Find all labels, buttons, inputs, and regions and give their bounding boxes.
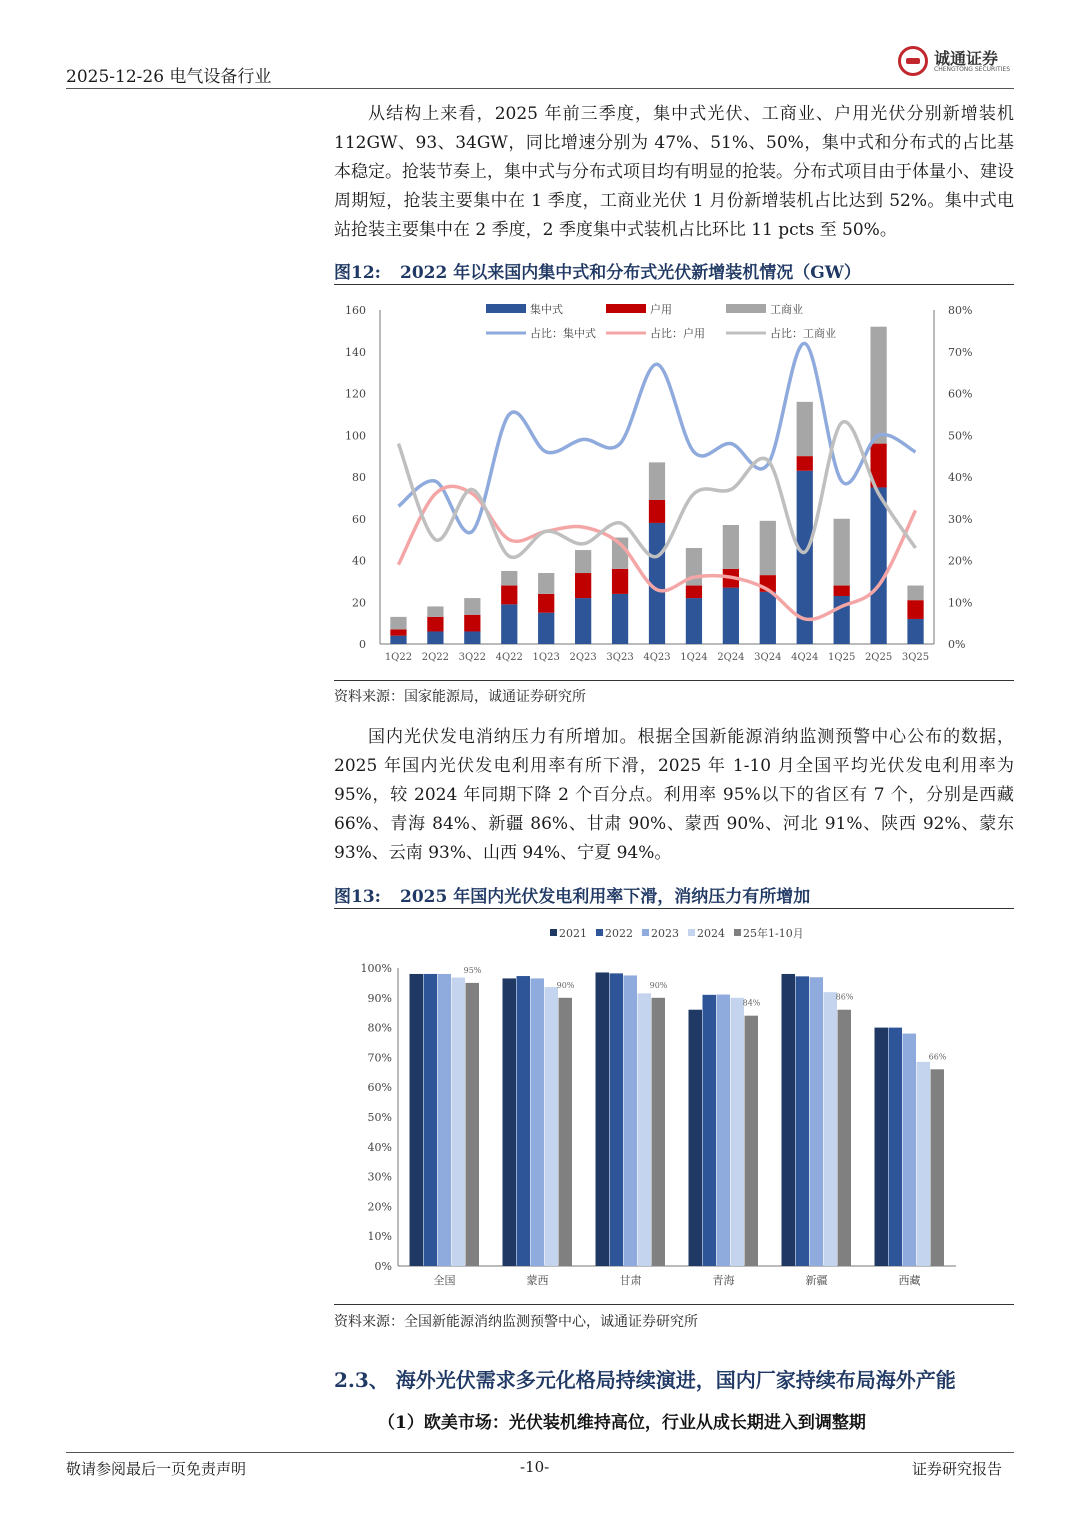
bar-2021: [689, 1010, 703, 1266]
y2-tick-label: 40%: [948, 471, 973, 484]
bar-户用: [575, 573, 591, 598]
logo-name: 诚通证券: [934, 49, 999, 68]
bar-集中式: [575, 598, 591, 644]
bar-工商业: [649, 462, 665, 500]
figure-13-source: 资料来源：全国新能源消纳监测预警中心，诚通证券研究所: [334, 1314, 698, 1330]
bar-2023: [903, 1034, 917, 1266]
bar-2021: [782, 974, 796, 1266]
bar-2024: [638, 993, 652, 1266]
bar-2022: [796, 976, 810, 1266]
logo-mark-icon: [898, 46, 928, 76]
y-tick-label: 100%: [360, 962, 392, 975]
legend-swatch: [734, 929, 741, 936]
bar-25年1-10月: [652, 998, 666, 1266]
y-tick-label: 0: [359, 638, 366, 651]
x-tick-label: 3Q24: [754, 652, 782, 663]
data-label: 95%: [463, 965, 482, 975]
bar-工商业: [501, 571, 517, 586]
data-label: 66%: [928, 1052, 947, 1062]
bar-工商业: [907, 586, 923, 601]
bar-集中式: [686, 598, 702, 644]
y-tick-label: 30%: [367, 1170, 392, 1184]
bar-2024: [917, 1062, 931, 1266]
bar-户用: [464, 615, 480, 632]
bar-2021: [596, 972, 610, 1266]
legend-label: 占比：工商业: [770, 327, 836, 340]
bar-户用: [834, 586, 850, 596]
utilization-chart: [334, 916, 1014, 1296]
x-tick-label: 2Q25: [864, 652, 893, 663]
x-tick-label: 新疆: [805, 1274, 828, 1287]
x-tick-label: 1Q24: [680, 652, 708, 663]
x-tick-label: 1Q23: [532, 652, 560, 663]
bar-集中式: [538, 613, 554, 644]
figure-13-title: [334, 882, 1014, 907]
legend-swatch: [486, 304, 526, 313]
bar-25年1-10月: [466, 983, 480, 1266]
installation-chart: [334, 290, 1014, 666]
figure-13-bottom-rule: [334, 1304, 1014, 1305]
x-tick-label: 1Q25: [828, 652, 856, 663]
y2-tick-label: 50%: [948, 429, 973, 443]
bar-户用: [612, 569, 628, 594]
bar-集中式: [612, 594, 628, 644]
x-tick-label: 3Q22: [458, 652, 486, 663]
legend-swatch: [606, 304, 646, 313]
legend-label: 工商业: [770, 303, 803, 316]
bar-25年1-10月: [931, 1069, 945, 1266]
x-tick-label: 2Q23: [569, 652, 597, 663]
x-tick-label: 3Q23: [606, 652, 634, 663]
x-tick-label: 甘肃: [619, 1274, 642, 1287]
legend-label: 2021: [559, 927, 587, 940]
figure-12-top-rule: [334, 284, 1014, 285]
x-tick-label: 3Q25: [901, 652, 930, 663]
x-tick-label: 4Q22: [495, 652, 523, 663]
figure-caption: 2022 年以来国内集中式和分布式光伏新增装机情况（GW）: [400, 263, 861, 283]
bar-工商业: [723, 525, 739, 569]
bar-2022: [889, 1028, 903, 1266]
bar-集中式: [390, 636, 406, 644]
bar-2021: [410, 974, 424, 1266]
bar-集中式: [723, 588, 739, 644]
y-tick-label: 60: [352, 512, 366, 526]
legend-swatch: [596, 929, 603, 936]
x-tick-label: 2Q22: [421, 652, 450, 663]
x-tick-label: 全国: [433, 1274, 456, 1287]
bar-工商业: [797, 402, 813, 456]
data-label: 84%: [742, 998, 761, 1008]
bar-2024: [824, 992, 838, 1266]
bar-户用: [538, 594, 554, 613]
bar-户用: [501, 586, 517, 605]
bar-集中式: [870, 487, 886, 644]
data-label: 86%: [835, 992, 854, 1002]
figure-13-top-rule: [334, 908, 1014, 909]
y-tick-label: 10%: [367, 1230, 392, 1244]
y-tick-label: 0%: [374, 1260, 392, 1273]
bar-2024: [545, 987, 559, 1266]
legend-label: 占比：户用: [650, 327, 705, 340]
footer-report-type: 证券研究报告: [912, 1460, 1003, 1478]
bar-25年1-10月: [838, 1010, 852, 1266]
bar-户用: [649, 500, 665, 523]
legend-swatch: [550, 929, 557, 936]
y-tick-label: 100: [345, 429, 366, 443]
bar-集中式: [427, 631, 443, 644]
figure-12-source: 资料来源：国家能源局，诚通证券研究所: [334, 689, 586, 705]
header-divider: [66, 88, 1014, 89]
y-tick-label: 40: [352, 554, 366, 568]
x-tick-label: 西藏: [898, 1274, 921, 1287]
bar-25年1-10月: [559, 998, 573, 1266]
bar-2022: [424, 974, 438, 1266]
figure-12-bottom-rule: [334, 680, 1014, 681]
x-tick-label: 蒙西: [526, 1274, 549, 1287]
legend-swatch: [726, 304, 766, 313]
bar-工商业: [575, 550, 591, 573]
y2-tick-label: 20%: [948, 554, 973, 568]
y-tick-label: 120: [345, 387, 366, 401]
bar-2023: [531, 978, 545, 1266]
bar-工商业: [427, 606, 443, 616]
bar-户用: [907, 600, 923, 619]
legend-label: 集中式: [530, 303, 563, 316]
footer-disclaimer: 敬请参阅最后一页免责声明: [66, 1460, 247, 1478]
x-tick-label: 2Q24: [717, 652, 745, 663]
y-tick-label: 20%: [367, 1200, 392, 1214]
bar-集中式: [760, 592, 776, 644]
y2-tick-label: 0%: [948, 638, 966, 651]
x-tick-label: 青海: [712, 1274, 735, 1287]
y-tick-label: 140: [345, 345, 366, 359]
bar-工商业: [760, 521, 776, 575]
bar-户用: [686, 586, 702, 599]
legend-label: 25年1-10月: [743, 927, 804, 940]
bar-2023: [624, 975, 638, 1266]
y-tick-label: 50%: [367, 1111, 392, 1124]
y-tick-label: 20: [352, 596, 366, 610]
bar-2024: [452, 978, 466, 1266]
section-title: 2.3、 海外光伏需求多元化格局持续演进，国内厂家持续布局海外产能: [334, 1368, 956, 1392]
bar-户用: [390, 629, 406, 635]
data-label: 90%: [649, 980, 668, 990]
bar-2022: [517, 976, 531, 1266]
x-tick-label: 1Q22: [384, 652, 413, 663]
x-tick-label: 4Q24: [791, 652, 819, 663]
footer-divider: [66, 1452, 1014, 1453]
legend-label: 占比：集中式: [530, 327, 596, 340]
legend-swatch: [688, 929, 695, 936]
paragraph-structure: 从结构上来看，2025 年前三季度，集中式光伏、工商业、户用光伏分别新增装机 112GW、93、34GW，同比增速分别为 47%、51%、50%，集中式和分布式的占比基本稳定。抢装节奏上，集中式与分布式项目均有明显的抢装。分布式项目由于体量小、建设周期短，抢装主要集中在 1 季度，工商业光伏 1 月份新增装机占比达到 52%。集中式电站抢装主要集中在 2 季度，2 季度集中式装机占比环比 11 pcts 至 50%。: [334, 104, 1014, 240]
bar-集中式: [907, 619, 923, 644]
bar-2023: [438, 974, 452, 1266]
bar-2023: [717, 995, 731, 1266]
figure-12-title: [334, 258, 1014, 283]
paragraph-utilization: 国内光伏发电消纳压力有所增加。根据全国新能源消纳监测预警中心公布的数据，2025 年国内光伏发电利用率有所下滑，2025 年 1-10 月全国平均光伏发电利用率为 95%，较 2024 年同期下降 2 个百分点。利用率 95%以下的省区有 7 个，分别是西藏 66%、青海 84%、新疆 86%、甘肃 90%、蒙西 90%、河北 91%、陕西 92%、蒙东 93%、云南 93%、山西 94%、宁夏 94%。: [334, 727, 1014, 863]
y-tick-label: 80: [352, 471, 366, 484]
y2-tick-label: 60%: [948, 387, 973, 401]
logo-english: CHENGTONG SECURITIES: [934, 66, 1011, 73]
bar-2023: [810, 977, 824, 1266]
legend-label: 2022: [605, 927, 633, 940]
header-date-industry: 2025-12-26 电气设备行业: [66, 67, 272, 87]
legend-swatch: [642, 929, 649, 936]
page-number: -10-: [520, 1458, 550, 1476]
bar-25年1-10月: [745, 1016, 759, 1266]
y-tick-label: 70%: [367, 1051, 392, 1065]
x-tick-label: 4Q23: [643, 652, 671, 663]
legend-label: 2023: [651, 927, 679, 940]
y-tick-label: 40%: [367, 1140, 392, 1154]
bar-户用: [797, 456, 813, 471]
y-tick-label: 90%: [367, 991, 392, 1005]
bar-工商业: [834, 519, 850, 586]
figure-number: 图12:: [334, 263, 381, 283]
bar-2022: [610, 973, 624, 1266]
bar-户用: [427, 617, 443, 632]
bar-2021: [875, 1028, 889, 1266]
company-logo: [898, 46, 1010, 76]
y2-tick-label: 80%: [948, 304, 973, 317]
bar-工商业: [390, 617, 406, 630]
bar-工商业: [464, 598, 480, 615]
legend-label: 2024: [697, 927, 725, 940]
bar-2021: [503, 978, 517, 1266]
bar-工商业: [538, 573, 554, 594]
y2-tick-label: 10%: [948, 596, 973, 610]
y2-tick-label: 70%: [948, 345, 973, 359]
bar-集中式: [464, 631, 480, 644]
bar-2022: [703, 995, 717, 1266]
figure-number: 图13:: [334, 887, 381, 907]
bar-2024: [731, 998, 745, 1266]
y-tick-label: 60%: [367, 1081, 392, 1095]
y-tick-label: 80%: [367, 1021, 392, 1035]
data-label: 90%: [556, 980, 575, 990]
y2-tick-label: 30%: [948, 512, 973, 526]
subsection-title: （1）欧美市场：光伏装机维持高位，行业从成长期进入到调整期: [378, 1413, 866, 1433]
legend-label: 户用: [650, 303, 672, 316]
y-tick-label: 160: [345, 304, 366, 317]
bar-工商业: [870, 327, 886, 444]
figure-caption: 2025 年国内光伏发电利用率下滑，消纳压力有所增加: [400, 887, 811, 907]
bar-集中式: [501, 604, 517, 644]
